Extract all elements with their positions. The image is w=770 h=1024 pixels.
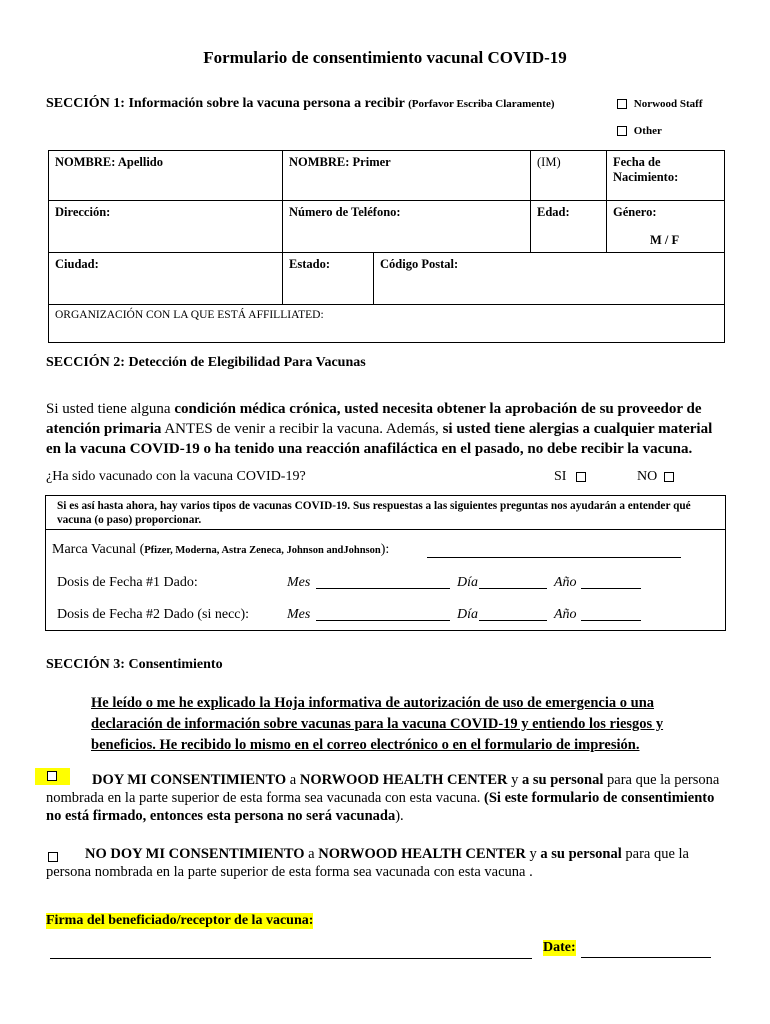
gender-options: M / F	[650, 233, 680, 247]
im-field[interactable]	[530, 150, 607, 201]
section2-heading: SECCIÓN 2: Detección de Elegibilidad Para Vacunas	[46, 355, 366, 370]
date-label: Date:	[543, 940, 576, 955]
consent-statement: He leído o me he explicado la Hoja informativa de autorización de uso de emergencia o una declaración de información sobre vacunas para la vacuna COVID-19 y entiendo los riesgos y beneficios. He recibido lo mismo en el correo electrónico o en el formulario de impresión.	[91, 695, 664, 753]
dosis2-dia-input[interactable]	[479, 608, 547, 621]
dosis2-dia-label: Día	[457, 607, 478, 622]
dosis1-label: Dosis de Fecha #1 Dado:	[57, 575, 198, 590]
noconsent-paragraph	[46, 845, 726, 881]
im-label: (IM)	[537, 155, 561, 169]
consent-text-d: y	[507, 772, 522, 788]
telefono-field[interactable]	[282, 200, 531, 253]
noconsent-text-c: NORWOOD HEALTH CENTER	[318, 846, 526, 862]
other-label: Other	[633, 125, 662, 137]
section1-heading-row	[46, 96, 555, 112]
ciudad-label: Ciudad:	[55, 257, 99, 271]
marca-input[interactable]	[427, 543, 681, 558]
no-checkbox[interactable]	[664, 472, 674, 482]
date-line[interactable]	[581, 957, 711, 958]
codigo-postal-field[interactable]	[373, 252, 725, 305]
consent-text-a: DOY MI CONSENTIMIENTO	[92, 772, 287, 788]
dosis2-ano-label: Año	[554, 607, 577, 622]
edad-field[interactable]	[530, 200, 607, 253]
dosis1-dia-input[interactable]	[479, 576, 547, 589]
noconsent-text-e: a su personal	[540, 846, 622, 862]
organizacion-label: ORGANIZACIÓN CON LA QUE ESTÁ AFFILLIATED:	[55, 309, 324, 321]
consent-checkbox-highlight	[35, 768, 70, 785]
section1-note: (Porfavor Escriba Claramente)	[408, 98, 555, 110]
noconsent-text-d: y	[525, 846, 541, 862]
si-option	[554, 469, 586, 485]
section1-heading: SECCIÓN 1: Información sobre la vacuna persona a recibir	[46, 96, 405, 111]
other-option	[617, 125, 662, 137]
apellido-label: NOMBRE: Apellido	[55, 155, 163, 169]
apellido-field[interactable]	[48, 150, 283, 201]
vaccinated-question: ¿Ha sido vacunado con la vacuna COVID-19?	[46, 469, 306, 484]
dosis2-label: Dosis de Fecha #2 Dado (si necc):	[57, 607, 250, 622]
no-option	[637, 469, 674, 485]
no-label: NO	[637, 469, 658, 484]
marca-brands: Pfizer, Moderna, Astra Zeneca, Johnson andJohnson	[144, 545, 381, 556]
marca-label: Marca Vacunal (	[52, 542, 145, 557]
marca-row	[52, 542, 389, 558]
fecha-nacimiento-field[interactable]	[606, 150, 725, 201]
dosis2-mes-input[interactable]	[316, 608, 450, 621]
vaccine-history-box	[45, 495, 726, 631]
noconsent-text-a: NO DOY MI CONSENTIMIENTO	[85, 846, 305, 862]
estado-field[interactable]	[282, 252, 374, 305]
consent-text-f: para que la persona nombrada en la parte superior de esta forma sea vacunada con esta vacuna.	[46, 772, 720, 806]
eligibility-text-d: si usted tiene alergias a cualquier material en la vacuna COVID-19 o ha tenido una reacción anafiláctica en el pasado, no debe recibir la vacuna.	[46, 421, 713, 457]
signature-line[interactable]	[50, 958, 532, 959]
consent-paragraph	[46, 771, 726, 825]
signature-label: Firma del beneficiado/receptor de la vacuna:	[46, 913, 314, 928]
other-checkbox[interactable]	[617, 126, 627, 136]
consent-checkbox[interactable]	[47, 771, 57, 781]
dosis2-mes-label: Mes	[287, 607, 311, 622]
eligibility-text-a: Si usted tiene alguna	[46, 401, 175, 417]
noconsent-text-f: para que la persona nombrada en la parte superior de esta forma sea vacunada con esta vacuna .	[46, 846, 689, 880]
dosis1-ano-label: Año	[554, 575, 577, 590]
dosis1-ano-input[interactable]	[581, 576, 641, 589]
telefono-label: Número de Teléfono:	[289, 205, 401, 219]
fecha-nacimiento-label: Fecha de Nacimiento:	[613, 155, 679, 184]
primer-label: NOMBRE: Primer	[289, 155, 391, 169]
genero-label: Género:	[613, 205, 657, 219]
consent-text-b: a	[286, 772, 300, 788]
direccion-label: Dirección:	[55, 205, 111, 219]
staff-label: Norwood Staff	[633, 98, 703, 110]
ciudad-field[interactable]	[48, 252, 283, 305]
marca-end: ):	[380, 542, 390, 557]
section3-heading: SECCIÓN 3: Consentimiento	[46, 657, 223, 672]
consent-text-h: ).	[395, 808, 404, 824]
consent-text-e: a su personal	[522, 772, 604, 788]
codigo-postal-label: Código Postal:	[380, 257, 459, 271]
page-title: Formulario de consentimiento vacunal COVID-19	[203, 48, 567, 67]
estado-label: Estado:	[289, 257, 330, 271]
edad-label: Edad:	[537, 205, 570, 219]
eligibility-text-c: ANTES de venir a recibir la vacuna. Además,	[161, 421, 443, 437]
consent-text-c: NORWOOD HEALTH CENTER	[299, 772, 508, 788]
dosis1-dia-label: Día	[457, 575, 478, 590]
organizacion-field[interactable]	[48, 304, 725, 343]
vaccine-history-note: Si es así hasta ahora, hay varios tipos de vacunas COVID-19. Sus respuestas a las siguientes preguntas nos ayudarán a entender qué vacuna (o paso) proporcionar.	[57, 500, 691, 526]
dosis2-ano-input[interactable]	[581, 608, 641, 621]
noconsent-text-b: a	[304, 846, 319, 862]
dosis1-mes-label: Mes	[287, 575, 311, 590]
staff-option	[617, 98, 703, 110]
genero-field[interactable]	[606, 200, 725, 253]
eligibility-paragraph	[46, 399, 726, 459]
primer-field[interactable]	[282, 150, 531, 201]
staff-checkbox[interactable]	[617, 99, 627, 109]
consent-text-g: (Si este formulario de consentimiento no está firmado, entonces esta persona no será vacunada	[46, 790, 715, 824]
si-label: SI	[554, 469, 567, 484]
direccion-field[interactable]	[48, 200, 283, 253]
dosis1-mes-input[interactable]	[316, 576, 450, 589]
si-checkbox[interactable]	[576, 472, 586, 482]
eligibility-text-b: condición médica crónica, usted necesita obtener la aprobación de su proveedor de atención primaria	[46, 401, 702, 437]
